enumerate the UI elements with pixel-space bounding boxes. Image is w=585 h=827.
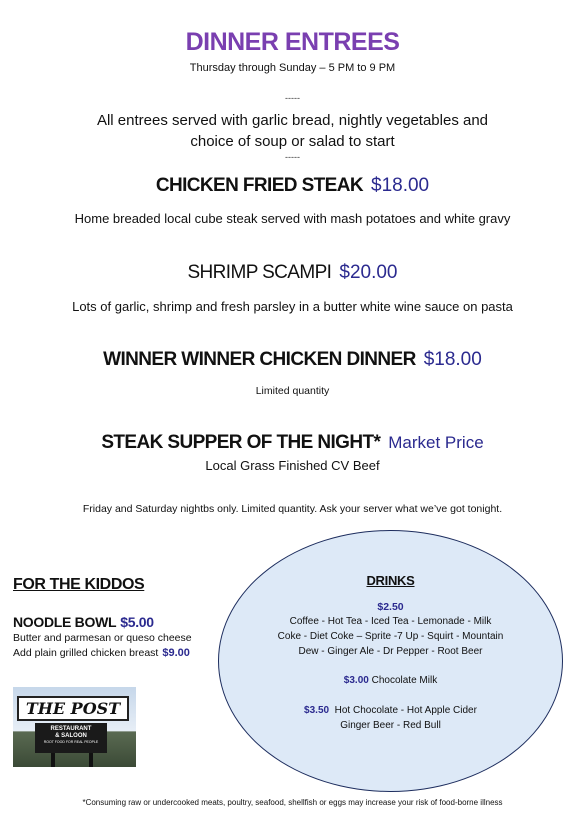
entree-steak-supper bbox=[0, 432, 585, 454]
restaurant-logo bbox=[13, 687, 136, 767]
drinks-line-3: Dew - Ginger Ale - Dr Pepper - Root Beer bbox=[298, 646, 483, 657]
kids-item-name: NOODLE BOWL bbox=[13, 614, 117, 630]
entree-price: $18.00 bbox=[371, 175, 430, 196]
entree-price: Market Price bbox=[388, 433, 484, 452]
entree-chicken-dinner bbox=[0, 349, 585, 371]
drinks-item-3: Hot Chocolate - Hot Apple Cider bbox=[334, 705, 477, 716]
entree-desc: Home breaded local cube steak served with mash potatoes and white gravy bbox=[74, 211, 511, 226]
entree-desc: Local Grass Finished CV Beef bbox=[205, 458, 380, 473]
entree-desc: Lots of garlic, shrimp and fresh parsley in a butter white wine sauce on pasta bbox=[72, 299, 513, 314]
kids-addon-text: Add plain grilled chicken breast bbox=[13, 647, 159, 659]
intro-line-2: choice of soup or salad to start bbox=[190, 133, 395, 150]
hours-text: Thursday through Sunday – 5 PM to 9 PM bbox=[189, 62, 396, 74]
drinks-chocolate-milk bbox=[218, 675, 563, 686]
drinks-oval bbox=[218, 530, 563, 792]
entree-name: SHRIMP SCAMPI bbox=[187, 262, 332, 283]
drinks-price-1: $2.50 bbox=[377, 601, 404, 613]
kids-desc-2 bbox=[13, 647, 190, 659]
drinks-line-2: Coke - Diet Coke – Sprite -7 Up - Squirt - Mountain bbox=[277, 631, 504, 642]
logo-tagline: ROOT FOOD FOR REAL PEOPLE bbox=[43, 740, 99, 744]
entree-chicken-fried-steak bbox=[0, 175, 585, 197]
entree-price: $20.00 bbox=[339, 262, 398, 283]
intro-line-1: All entrees served with garlic bread, nightly vegetables and bbox=[96, 112, 489, 129]
kids-item bbox=[13, 614, 154, 630]
logo-post-left bbox=[51, 753, 55, 767]
entree-name: STEAK SUPPER OF THE NIGHT* bbox=[101, 432, 381, 453]
drinks-line-1: Coffee - Hot Tea - Iced Tea - Lemonade - Milk bbox=[289, 616, 492, 627]
drinks-line-4: Ginger Beer - Red Bull bbox=[340, 720, 441, 731]
logo-sign-top: THE POST bbox=[17, 696, 129, 721]
entree-price: $18.00 bbox=[423, 349, 482, 370]
drinks-price-3: $3.50 bbox=[304, 705, 330, 716]
entree-name: CHICKEN FRIED STEAK bbox=[155, 175, 363, 196]
drinks-hot bbox=[218, 705, 563, 716]
separator-top: ----- bbox=[285, 93, 300, 103]
steak-note: Friday and Saturday nightbs only. Limited quantity. Ask your server what we’ve got tonight. bbox=[82, 503, 503, 515]
entree-name: WINNER WINNER CHICKEN DINNER bbox=[103, 349, 416, 370]
entree-shrimp-scampi bbox=[0, 262, 585, 284]
logo-sign-bottom bbox=[35, 723, 107, 753]
footer-disclaimer: *Consuming raw or undercooked meats, poultry, seafood, shellfish or eggs may increase your risk of food-borne illness bbox=[82, 798, 503, 807]
kids-item-price: $5.00 bbox=[120, 614, 154, 630]
kids-heading: FOR THE KIDDOS bbox=[13, 576, 145, 593]
separator-bottom: ----- bbox=[285, 152, 300, 162]
drinks-item-2: Chocolate Milk bbox=[371, 675, 438, 686]
intro-text bbox=[0, 110, 585, 152]
kids-desc-1: Butter and parmesan or queso cheese bbox=[13, 632, 192, 644]
drinks-heading: DRINKS bbox=[366, 573, 415, 588]
entree-desc: Limited quantity bbox=[255, 385, 330, 397]
logo-line-2: & SALOON bbox=[55, 733, 87, 739]
page-title: DINNER ENTREES bbox=[185, 28, 400, 56]
kids-addon-price: $9.00 bbox=[162, 647, 190, 659]
logo-post-right bbox=[89, 753, 93, 767]
drinks-price-2: $3.00 bbox=[343, 675, 369, 686]
logo-line-1: RESTAURANT bbox=[50, 726, 92, 732]
